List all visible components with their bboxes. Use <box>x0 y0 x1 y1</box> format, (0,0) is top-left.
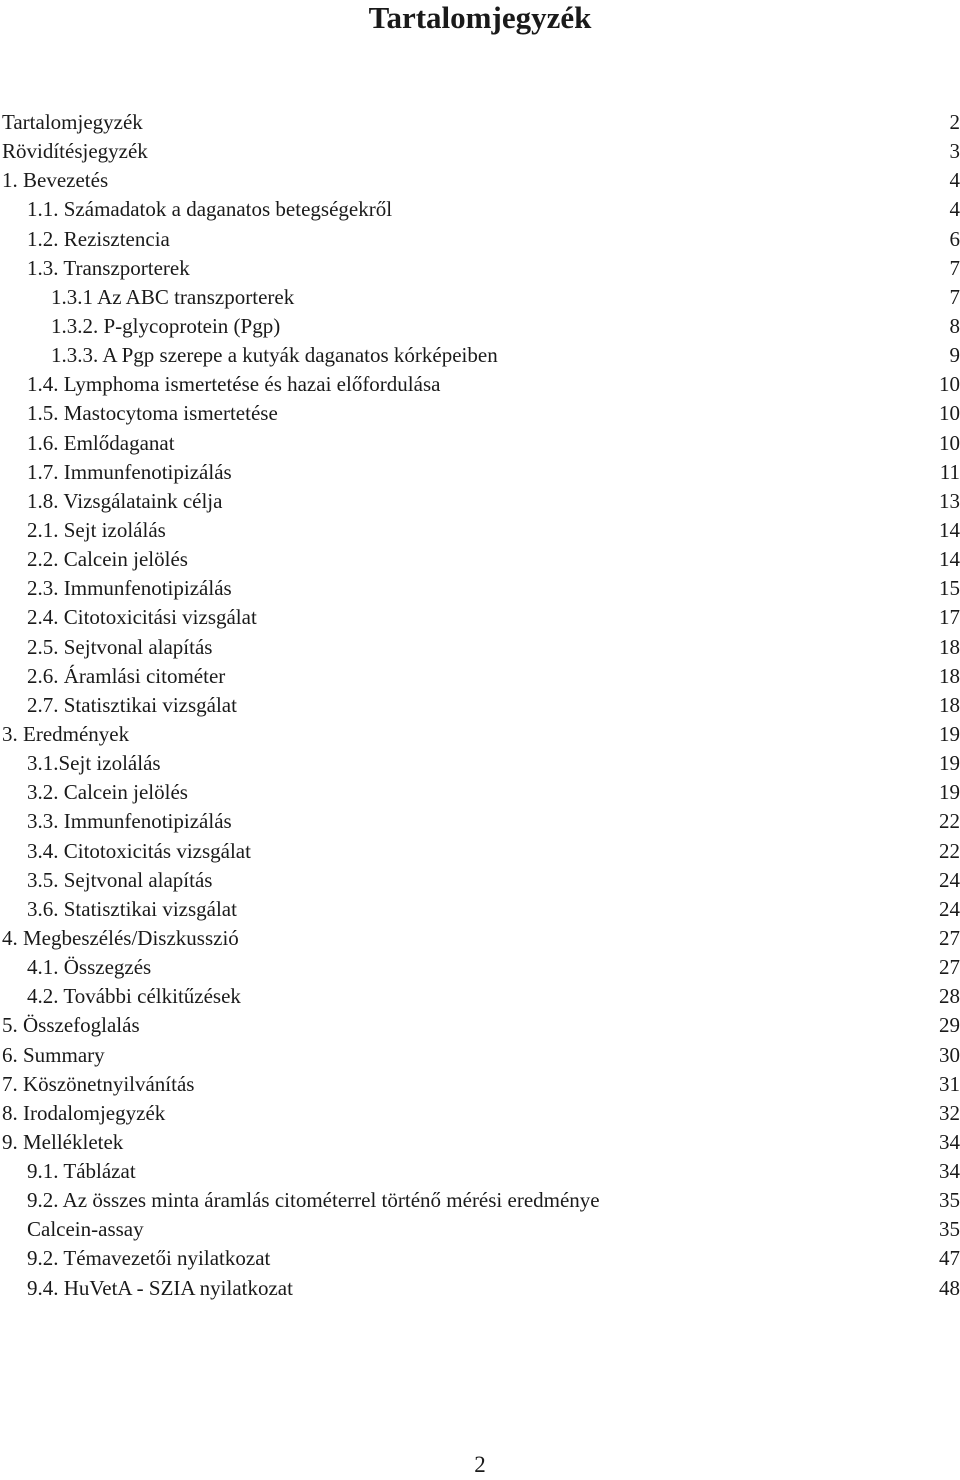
toc-entry[interactable] <box>2 895 960 924</box>
toc-entry-label: 2.5. Sejtvonal alapítás <box>27 634 213 659</box>
toc-entry-page: 19 <box>939 721 960 746</box>
toc-entry[interactable] <box>2 603 960 632</box>
toc-entry-label: 1.1. Számadatok a daganatos betegségekről <box>27 197 393 222</box>
toc-entry-label: 3. Eredmények <box>2 721 130 746</box>
toc-entry-page: 47 <box>939 1246 960 1271</box>
toc-entry-label: 8. Irodalomjegyzék <box>2 1100 166 1125</box>
toc-entry-page: 18 <box>939 634 960 659</box>
toc-entry-label: 1.3.3. A Pgp szerepe a kutyák daganatos kórképeiben <box>51 343 498 368</box>
toc-entry-page: 14 <box>939 547 960 572</box>
toc-entry-label: Calcein-assay <box>27 1217 144 1242</box>
toc-entry-label: 2.3. Immunfenotipizálás <box>27 576 232 601</box>
toc-entry-page: 30 <box>939 1042 960 1067</box>
toc-entry-page: 6 <box>949 226 960 251</box>
toc-entry-page: 13 <box>939 488 960 513</box>
toc-entry[interactable] <box>2 807 960 836</box>
toc-entry-label: 2.4. Citotoxicitási vizsgálat <box>27 605 257 630</box>
toc-entry-page: 28 <box>939 984 960 1009</box>
toc-entry-label: 9.2. Témavezetői nyilatkozat <box>27 1246 271 1271</box>
toc-entry-page: 17 <box>939 605 960 630</box>
toc-entry-page: 34 <box>939 1129 960 1154</box>
toc-entry-page: 48 <box>939 1275 960 1300</box>
toc-entry[interactable] <box>2 1274 960 1303</box>
toc-entry-label: 3.2. Calcein jelölés <box>27 780 188 805</box>
toc-entry[interactable] <box>2 633 960 662</box>
toc-entry-page: 9 <box>949 343 960 368</box>
toc-entry-page: 8 <box>949 313 960 338</box>
toc-entry[interactable] <box>2 1011 960 1040</box>
page-number: 2 <box>474 1452 486 1477</box>
toc-entry[interactable] <box>2 574 960 603</box>
toc-entry[interactable] <box>2 399 960 428</box>
toc-entry[interactable] <box>2 662 960 691</box>
toc-entry-page: 19 <box>939 780 960 805</box>
toc-entry-label: 2.6. Áramlási citométer <box>27 663 226 688</box>
table-of-contents <box>2 108 960 1303</box>
toc-entry[interactable] <box>2 749 960 778</box>
toc-entry-label: 1.3.1 Az ABC transzporterek <box>51 284 295 309</box>
toc-entry-page: 10 <box>939 430 960 455</box>
toc-entry-page: 2 <box>949 110 960 134</box>
toc-entry-page: 7 <box>949 284 960 309</box>
toc-entry-page: 24 <box>939 867 960 892</box>
toc-entry[interactable] <box>2 341 960 370</box>
toc-entry-label: 1.5. Mastocytoma ismertetése <box>27 401 278 426</box>
toc-entry-page: 34 <box>939 1159 960 1184</box>
toc-entry[interactable] <box>2 370 960 399</box>
toc-entry[interactable] <box>2 312 960 341</box>
toc-entry-label: Tartalomjegyzék <box>2 110 143 134</box>
toc-entry-label: 1. Bevezetés <box>2 168 109 193</box>
toc-entry-page: 22 <box>939 809 960 834</box>
toc-entry-page: 15 <box>939 576 960 601</box>
toc-entry-page: 10 <box>939 401 960 426</box>
toc-entry-page: 31 <box>939 1071 960 1096</box>
toc-entry-page: 10 <box>939 372 960 397</box>
toc-entry-page: 18 <box>939 692 960 717</box>
toc-entry[interactable] <box>2 1215 960 1244</box>
toc-entry[interactable] <box>2 953 960 982</box>
toc-entry-page: 22 <box>939 838 960 863</box>
page-title: Tartalomjegyzék <box>368 0 592 35</box>
toc-entry-page: 4 <box>949 168 960 193</box>
toc-entry[interactable] <box>2 778 960 807</box>
toc-entry-label: 1.4. Lymphoma ismertetése és hazai előfordulása <box>27 372 441 397</box>
toc-entry-label: 9.4. HuVetA - SZIA nyilatkozat <box>27 1275 293 1300</box>
toc-entry-label: 7. Köszönetnyilvánítás <box>2 1071 195 1096</box>
toc-entry[interactable] <box>2 166 960 195</box>
toc-entry-page: 35 <box>939 1188 960 1213</box>
toc-entry-label: 2.2. Calcein jelölés <box>27 547 188 572</box>
toc-entry-page: 32 <box>939 1100 960 1125</box>
toc-entry-page: 4 <box>949 197 960 222</box>
toc-entry-label: 5. Összefoglalás <box>2 1013 140 1038</box>
toc-entry-label: 9. Mellékletek <box>2 1129 124 1154</box>
toc-entry-page: 14 <box>939 517 960 542</box>
toc-entry[interactable] <box>2 108 960 137</box>
toc-entry[interactable] <box>2 1128 960 1157</box>
toc-entry[interactable] <box>2 195 960 224</box>
toc-entry-label: 1.3. Transzporterek <box>27 255 190 280</box>
toc-entry[interactable] <box>2 254 960 283</box>
toc-entry-label: Rövidítésjegyzék <box>2 139 148 164</box>
toc-entry-label: 1.2. Rezisztencia <box>27 226 170 251</box>
toc-entry-label: 9.1. Táblázat <box>27 1159 136 1184</box>
toc-entry-page: 11 <box>939 459 960 484</box>
toc-entry-label: 6. Summary <box>2 1042 105 1067</box>
toc-entry-label: 2.7. Statisztikai vizsgálat <box>27 692 237 717</box>
toc-entry[interactable] <box>2 283 960 312</box>
toc-entry[interactable] <box>2 720 960 749</box>
toc-entry[interactable] <box>2 866 960 895</box>
toc-entry[interactable] <box>2 1041 960 1070</box>
toc-entry-label: 1.3.2. P-glycoprotein (Pgp) <box>51 313 281 338</box>
toc-entry[interactable] <box>2 545 960 574</box>
toc-entry-page: 27 <box>939 925 960 950</box>
toc-entry[interactable] <box>2 487 960 516</box>
toc-entry-label: 3.3. Immunfenotipizálás <box>27 809 232 834</box>
toc-entry-label: 3.6. Statisztikai vizsgálat <box>27 896 237 921</box>
toc-entry[interactable] <box>2 1186 960 1215</box>
toc-entry-page: 29 <box>939 1013 960 1038</box>
toc-entry-page: 24 <box>939 896 960 921</box>
toc-entry-label: 1.8. Vizsgálataink célja <box>27 488 223 513</box>
toc-entry-page: 27 <box>939 955 960 980</box>
toc-entry-label: 3.1.Sejt izolálás <box>27 751 161 776</box>
toc-entry-label: 4.1. Összegzés <box>27 955 152 980</box>
toc-entry-label: 4. Megbeszélés/Diszkusszió <box>2 925 239 950</box>
toc-entry-page: 7 <box>949 255 960 280</box>
toc-entry[interactable] <box>2 982 960 1011</box>
toc-entry[interactable] <box>2 924 960 953</box>
toc-entry-label: 3.4. Citotoxicitás vizsgálat <box>27 838 251 863</box>
toc-entry-label: 4.2. További célkitűzések <box>27 984 241 1009</box>
toc-entry[interactable] <box>2 691 960 720</box>
toc-entry-page: 18 <box>939 663 960 688</box>
toc-entry[interactable] <box>2 1099 960 1128</box>
toc-entry[interactable] <box>2 1070 960 1099</box>
toc-entry[interactable] <box>2 837 960 866</box>
toc-entry[interactable] <box>2 458 960 487</box>
toc-entry-label: 9.2. Az összes minta áramlás citométerrel történő mérési eredménye <box>27 1188 600 1213</box>
toc-entry-label: 2.1. Sejt izolálás <box>27 517 166 542</box>
toc-entry-label: 1.7. Immunfenotipizálás <box>27 459 232 484</box>
toc-entry[interactable] <box>2 225 960 254</box>
toc-entry[interactable] <box>2 137 960 166</box>
toc-entry-label: 3.5. Sejtvonal alapítás <box>27 867 213 892</box>
toc-entry-page: 3 <box>949 139 960 164</box>
toc-entry-page: 19 <box>939 751 960 776</box>
toc-entry[interactable] <box>2 429 960 458</box>
toc-entry[interactable] <box>2 1157 960 1186</box>
toc-entry-page: 35 <box>939 1217 960 1242</box>
toc-entry[interactable] <box>2 1244 960 1273</box>
toc-entry[interactable] <box>2 516 960 545</box>
toc-entry-label: 1.6. Emlődaganat <box>27 430 175 455</box>
